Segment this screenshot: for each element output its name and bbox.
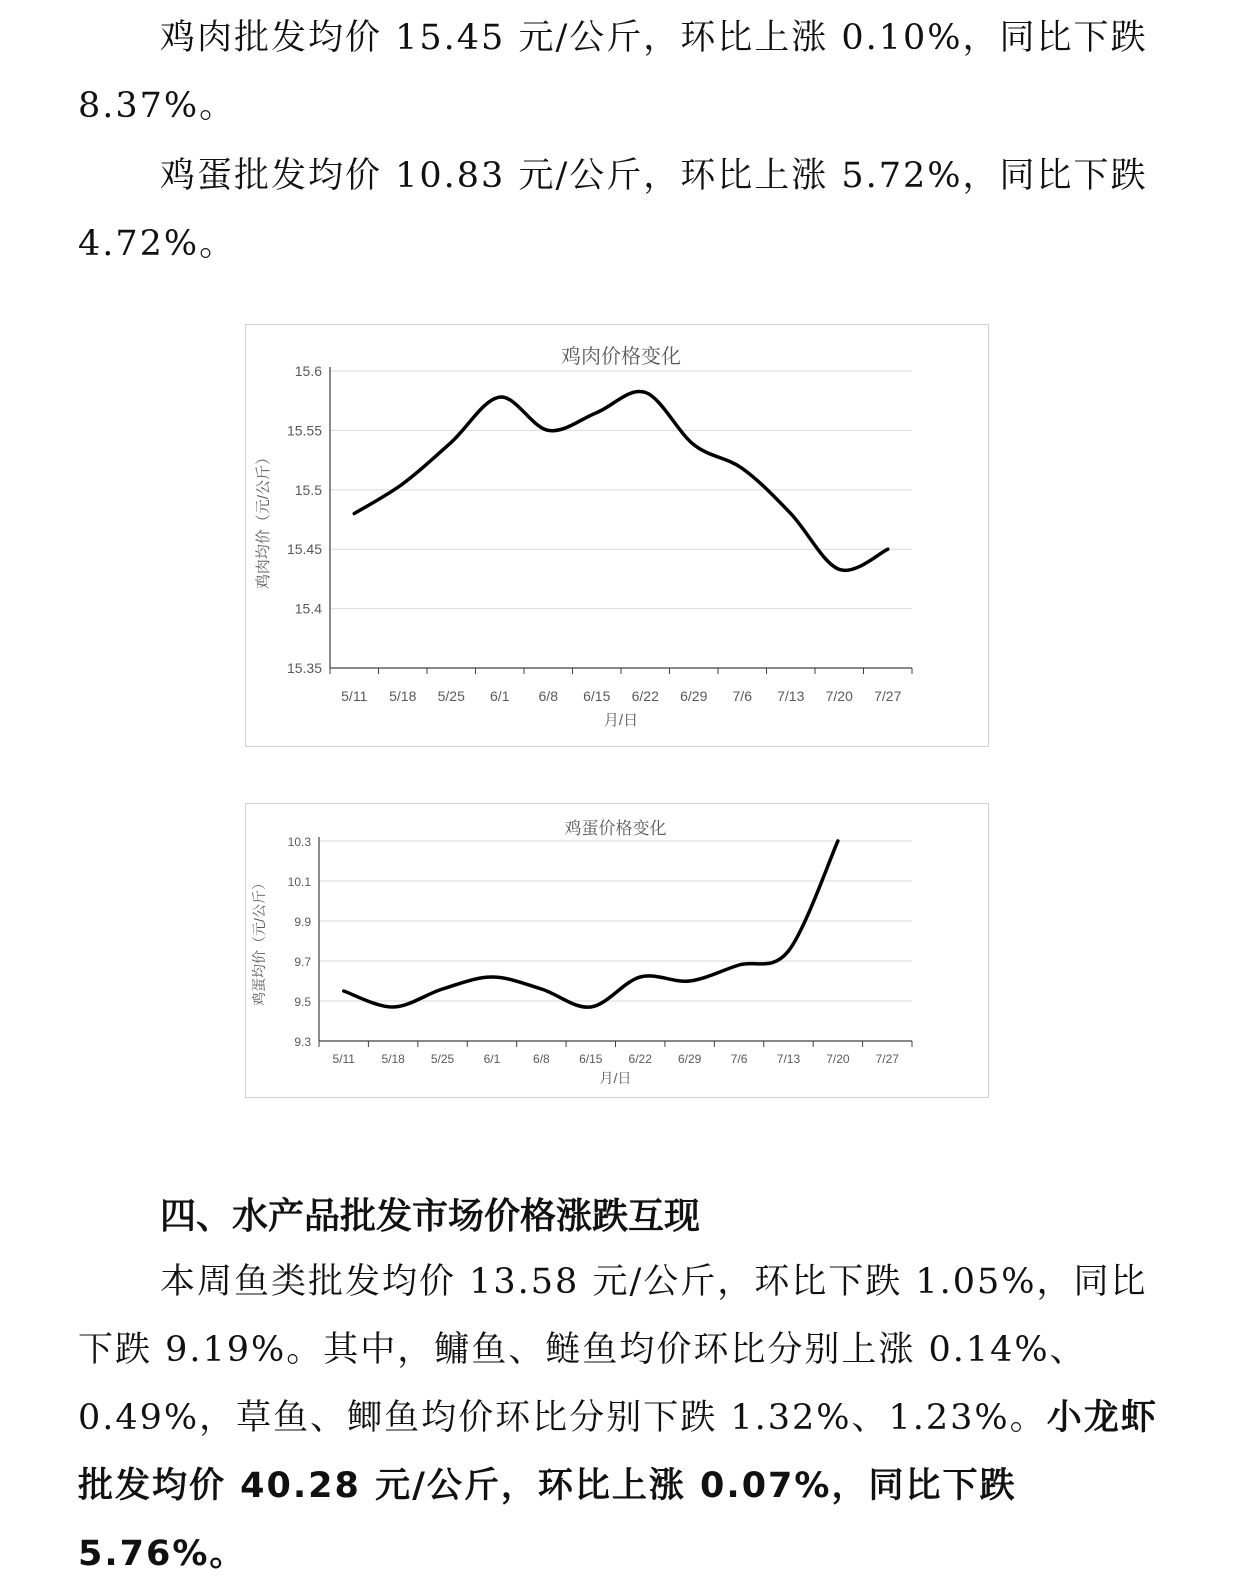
series-line bbox=[354, 391, 888, 570]
chicken-price-chart-svg bbox=[246, 325, 988, 746]
x-tick-label: 7/20 bbox=[825, 688, 853, 704]
y-tick-label: 15.5 bbox=[294, 481, 322, 498]
x-tick-label: 5/18 bbox=[389, 688, 417, 704]
x-tick-label: 7/27 bbox=[874, 688, 902, 704]
chicken-price-chart bbox=[245, 324, 989, 747]
x-tick-label: 7/13 bbox=[777, 688, 805, 704]
x-tick-label: 7/6 bbox=[730, 1052, 748, 1066]
x-tick-label: 5/25 bbox=[437, 688, 465, 704]
y-tick-label: 10.3 bbox=[287, 835, 311, 849]
x-axis-title: 月/日 bbox=[603, 712, 639, 729]
crayfish-price-text: 小龙虾批发均价 40.28 元/公斤，环比上涨 0.07%，同比下跌 5.76%。 bbox=[78, 1398, 1158, 1574]
y-tick-label: 15.6 bbox=[294, 363, 322, 379]
y-tick-label: 15.55 bbox=[286, 422, 322, 439]
x-tick-label: 6/15 bbox=[583, 688, 611, 704]
x-axis-title: 月/日 bbox=[599, 1070, 632, 1086]
y-tick-label: 9.7 bbox=[294, 955, 311, 969]
x-tick-label: 7/13 bbox=[776, 1052, 801, 1066]
chart-title: 鸡蛋价格变化 bbox=[564, 819, 667, 838]
y-tick-label: 15.4 bbox=[294, 600, 322, 617]
x-tick-label: 7/27 bbox=[875, 1052, 899, 1066]
egg-price-paragraph: 鸡蛋批发均价 10.83 元/公斤，环比上涨 5.72%，同比下跌 4.72%。 bbox=[78, 156, 1148, 264]
y-tick-label: 9.3 bbox=[294, 1035, 311, 1049]
y-tick-label: 10.1 bbox=[287, 875, 311, 889]
y-tick-label: 9.5 bbox=[294, 995, 311, 1009]
y-tick-label: 15.45 bbox=[286, 541, 322, 558]
y-axis-title: 鸡肉均价（元/公斤） bbox=[255, 449, 272, 590]
x-tick-label: 6/8 bbox=[538, 688, 558, 704]
egg-price-chart bbox=[245, 803, 989, 1098]
x-tick-label: 5/25 bbox=[430, 1052, 455, 1066]
x-tick-label: 5/18 bbox=[381, 1052, 405, 1066]
x-tick-label: 6/1 bbox=[483, 1052, 501, 1066]
chicken-price-paragraph: 鸡肉批发均价 15.45 元/公斤，环比上涨 0.10%，同比下跌 8.37%。 bbox=[78, 18, 1148, 126]
y-axis-title: 鸡蛋均价（元/公斤） bbox=[251, 876, 267, 1006]
x-tick-label: 6/29 bbox=[677, 1052, 702, 1066]
x-tick-label: 5/11 bbox=[341, 688, 368, 704]
x-tick-label: 6/22 bbox=[628, 1052, 652, 1066]
x-tick-label: 7/6 bbox=[732, 688, 752, 704]
x-tick-label: 6/8 bbox=[533, 1052, 550, 1066]
x-tick-label: 6/29 bbox=[680, 688, 708, 704]
x-tick-label: 7/20 bbox=[826, 1052, 850, 1066]
aquatic-products-heading: 四、水产品批发市场价格涨跌互现 bbox=[160, 1196, 701, 1237]
fish-price-paragraph: 本周鱼类批发均价 13.58 元/公斤，环比下跌 1.05%，同比下跌 9.19%。其中，鳙鱼、鲢鱼均价环比分别上涨 0.14%、0.49%，草鱼、鲫鱼均价环比分别下跌 1.32%、1.23%。小龙虾批发均价 40.28 元/公斤，环比上涨 0.07%，同比下跌 5.76%。 bbox=[78, 1262, 1158, 1574]
x-tick-label: 5/11 bbox=[332, 1052, 355, 1066]
y-tick-label: 9.9 bbox=[294, 915, 311, 929]
x-tick-label: 6/1 bbox=[490, 688, 510, 704]
series-line bbox=[344, 841, 838, 1007]
x-tick-label: 6/15 bbox=[579, 1052, 603, 1066]
chart-title: 鸡肉价格变化 bbox=[561, 346, 681, 368]
x-tick-label: 6/22 bbox=[631, 688, 659, 704]
egg-price-chart-svg bbox=[246, 804, 988, 1097]
y-tick-label: 15.35 bbox=[286, 660, 322, 676]
